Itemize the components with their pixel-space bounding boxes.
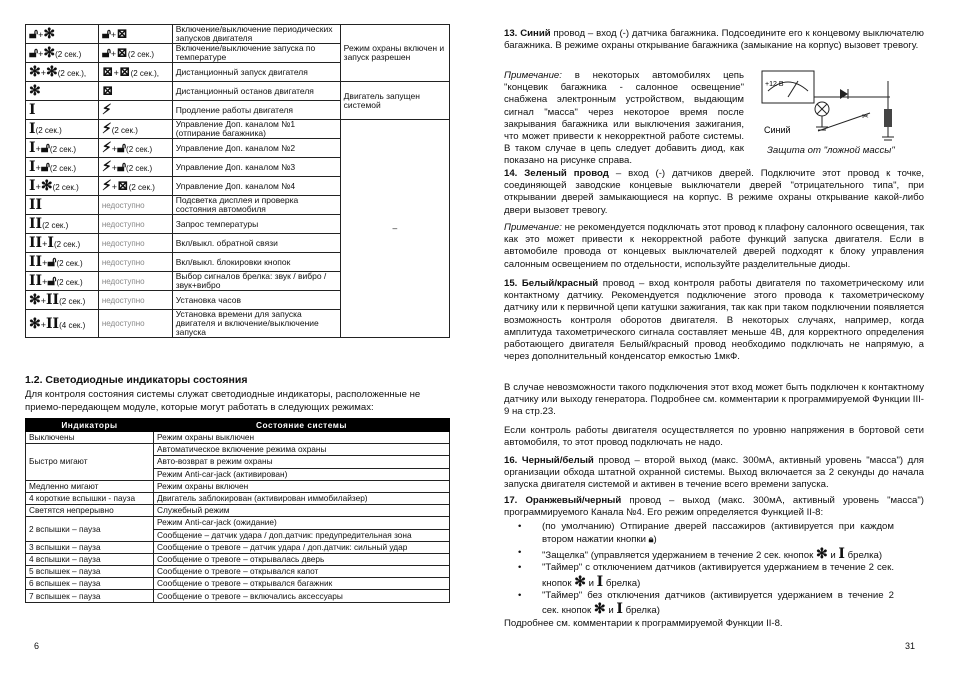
state-cell: Сообщение о тревоге – включались аксессуары	[154, 590, 450, 602]
status-icon-cell	[98, 196, 172, 215]
state-cell: Служебный режим	[154, 505, 450, 517]
button-one-icon: I	[29, 178, 36, 194]
page-number-left: 6	[34, 641, 40, 651]
status-duration: (2 сек.)	[127, 50, 155, 59]
status-icon-cell	[98, 291, 172, 310]
button-combo-cell: I+✻(2 сек.)	[26, 177, 99, 196]
lock-icon: 🔒︎	[648, 535, 654, 546]
function-description: Установка часов	[172, 291, 340, 310]
indicator-cell: Светятся непрерывно	[26, 505, 154, 517]
state-cell: Авто-возврат в режим охраны	[154, 456, 450, 468]
function-description: Управление Доп. каналом №4	[172, 177, 340, 196]
para-14: 14. Зеленый провод – вход (-) датчиков дверей. Подключите этот провод к точке, соединяющей заводские концевые выключатели дверей "отрицательного типа", при открывании дверей замыкающиеся на корпус. В режиме охраны открывание какой-либо двери вызовет тревогу.	[504, 168, 924, 216]
function-row	[26, 82, 450, 101]
button-combo-cell: II+🔓︎(2 сек.)	[26, 253, 99, 272]
function-description: Подсветка дисплея и проверка состояния автомобиля	[172, 196, 340, 215]
car-off-status-icon: ⊠	[101, 83, 114, 99]
bolt-status-icon: ⚡︎	[101, 121, 112, 137]
status-icon-cell: 🔓︎+⊠(2 сек.)	[98, 44, 172, 63]
status-icon-cell	[98, 234, 172, 253]
fig-blue-label: Синий	[764, 125, 791, 135]
lock-icon: 🔓︎	[40, 140, 50, 156]
button-two-icon: II	[29, 216, 43, 232]
para-17: 17. Оранжевый/черный провод – выход (макс. 300мА, активный уровень "масса") программируемого Канала №4. Его режим определяется Функцией II-8:	[504, 495, 924, 519]
button-one-icon: I	[47, 235, 54, 251]
indicator-row	[26, 492, 450, 504]
false-ground-diagram	[760, 69, 930, 157]
indicator-cell: 2 вспышки – пауза	[26, 517, 154, 541]
unlock-icon: 🔓︎	[47, 273, 57, 289]
state-cell: Сообщение о тревоге – открывался капот	[154, 566, 450, 578]
status-duration: недоступно	[101, 276, 145, 286]
status-icon-cell: ⚡︎+🔓︎(2 сек.)	[98, 158, 172, 177]
status-icon-cell	[98, 272, 172, 291]
lock-icon: 🔓︎	[29, 26, 39, 42]
indicator-cell: Выключены	[26, 432, 154, 444]
status-duration: (2 сек.),	[130, 69, 159, 78]
indicator-row	[26, 590, 450, 602]
lock-icon: 🔓︎	[29, 45, 39, 61]
section-paragraph: Для контроля состояния системы служат светодиодные индикаторы, расположенные не приемо-передающем модуле, которые могут работать в следующих режимах:	[25, 389, 421, 413]
lock-icon: 🔓︎	[47, 254, 57, 270]
para-15: 15. Белый/красный провод – вход контроля работы двигателя по тахометрическому или контактному датчику. Рекомендуется подключение этого провода к тахометрическому датчику или к первичной цепи катушки зажигания, так как при таком подключении появляется возможность контроля оборотов двигателя. В некоторых случаях, например, когда амплитуда тахометрического сигнала составляет меньше 4В, для корректного определения работающего двигателя Белый/красный провод необходимо подключать не напрямую, а через дополнительный конденсатор емкостью 1мкФ.	[504, 278, 924, 363]
state-cell: Сообщение о тревоге – датчик удара / доп.датчик: сильный удар	[154, 541, 450, 553]
button-combo-cell: ✻+II(2 сек.)	[26, 291, 99, 310]
function-description: Дистанционный останов двигателя	[172, 82, 340, 101]
status-duration: недоступно	[101, 238, 145, 248]
indicator-cell: 6 вспышек – пауза	[26, 578, 154, 590]
unlock-icon: 🔓︎	[40, 159, 50, 175]
button-one-icon: I	[838, 546, 845, 563]
bullet-item: • "Защелка" (управляется удержанием в течение 2 сек. кнопок ✻ и I брелка)	[504, 547, 894, 562]
flake-icon: ✻	[29, 315, 41, 332]
flake-icon: ✻	[43, 26, 56, 42]
bullet-item: • "Таймер" без отключения датчиков (активируется удержанием в течение 2 сек. кнопок ✻ и I брелка)	[504, 590, 894, 617]
button-combo-cell	[26, 215, 99, 234]
button-duration: (2 сек.)	[42, 221, 69, 230]
state-cell: Автоматическое включение режима охраны	[154, 444, 450, 456]
indicator-row	[26, 432, 450, 444]
function-description: Выбор сигналов брелка: звук / вибро / звук+вибро	[172, 272, 340, 291]
button-combo-cell	[26, 101, 99, 120]
flake-icon: ✻	[593, 601, 606, 618]
flake-icon: ✻	[29, 83, 41, 99]
function-description: Установка времени для запуска двигателя и включение/выключение запуска	[172, 310, 340, 338]
button-combo-cell: II+I(2 сек.)	[26, 234, 99, 253]
function-row	[26, 25, 450, 44]
indicator-cell: 4 вспышки – пауза	[26, 553, 154, 565]
state-cell: Сообщение о тревоге – открывалась дверь	[154, 553, 450, 565]
bolt-status-icon: ⚡︎	[101, 159, 112, 175]
function-row	[26, 120, 450, 139]
mode-none: –	[340, 120, 449, 338]
button-combo-cell: 🔓︎+✻	[26, 25, 99, 44]
indicator-row	[26, 444, 450, 456]
button-duration: (2 сек.)	[59, 297, 86, 306]
indicator-cell: 4 короткие вспышки - пауза	[26, 492, 154, 504]
function-description: Запрос температуры	[172, 215, 340, 234]
indicator-row	[26, 517, 450, 529]
button-combo-cell: I+🔓︎(2 сек.)	[26, 158, 99, 177]
bullet-list	[504, 521, 894, 617]
car-off-status-icon: ⊠	[101, 64, 114, 80]
function-description: Управление Доп. каналом №3	[172, 158, 340, 177]
state-cell: Режим охраны выключен	[154, 432, 450, 444]
flake-icon: ✻	[43, 45, 56, 61]
status-icon-cell	[98, 215, 172, 234]
button-two-icon: II	[46, 292, 60, 308]
button-one-icon: I	[29, 140, 36, 156]
indicator-table	[25, 418, 450, 603]
section-title: 1.2. Светодиодные индикаторы состояния	[25, 374, 248, 386]
function-description: Включение/выключение периодических запусков двигателя	[172, 25, 340, 44]
button-combo-cell	[26, 82, 99, 101]
function-description: Дистанционный запуск двигателя	[172, 63, 340, 82]
state-cell: Двигатель заблокирован (активирован иммобилайзер)	[154, 492, 450, 504]
button-combo-cell: ✻+II(4 сек.)	[26, 310, 99, 338]
status-icon-cell: 🔓︎+⊠	[98, 25, 172, 44]
button-duration: (2 сек.)	[53, 240, 81, 249]
status-icon-cell	[98, 120, 172, 139]
flake-icon: ✻	[29, 292, 41, 308]
note-2: Примечание: не рекомендуется подключать этот провод к плафону салонного освещения, так как это может привести к некорректной работе функций запуска двигателя. Если в автомобиле провода от концевых выключателей дверей подходят к блоку управления салонным освещением по отдельности, используйте разделительные диоды.	[504, 222, 925, 270]
button-one-icon: I	[596, 573, 604, 590]
button-duration: (2 сек.)	[35, 126, 62, 135]
para-13: 13. Синий провод – вход (-) датчика багажника. Подсоедините его к концевому выключателю багажника. В режиме охраны открывание багажника (замыкание на корпус) вызовет тревогу.	[504, 28, 924, 52]
button-duration: (2 сек.)	[56, 259, 83, 268]
function-table	[25, 24, 450, 338]
status-icon-cell	[98, 253, 172, 272]
button-combo-cell	[26, 120, 99, 139]
indicator-header: Индикаторы	[26, 419, 154, 432]
status-icon-cell	[98, 310, 172, 338]
unlock-status-icon: 🔓︎	[116, 140, 127, 156]
function-description: Управление Доп. каналом №1 (отпирание багажника)	[172, 120, 340, 139]
button-combo-cell: II+🔓︎(2 сек.)	[26, 272, 99, 291]
indicator-cell: Медленно мигают	[26, 480, 154, 492]
button-combo-cell: 🔓︎+✻(2 сек.)	[26, 44, 99, 63]
indicator-row	[26, 480, 450, 492]
button-two-icon: II	[29, 197, 43, 213]
flake-icon: ✻	[29, 64, 41, 80]
para-16: 16. Черный/белый провод – второй выход (макс. 300мА, активный уровень "масса") для организации обхода штатной охранной системы. Выход включается за 2 секунды до начала запуска двигателя системой и активен в течение всего времени запуска.	[504, 455, 925, 491]
status-icon-cell: ⚡︎+⊠(2 сек.)	[98, 177, 172, 196]
button-duration: (2 сек.)	[52, 183, 79, 192]
figure-caption: Защита от "ложной массы"	[767, 145, 895, 156]
indicator-cell: Быстро мигают	[26, 444, 154, 481]
status-duration: (2 сек.)	[126, 145, 153, 154]
status-duration: недоступно	[101, 319, 145, 328]
indicator-row	[26, 578, 450, 590]
state-cell: Сообщение о тревоге – открывался багажник	[154, 578, 450, 590]
unlock-status-icon: 🔓︎	[101, 26, 111, 42]
car-off-status-icon: ⊠	[118, 64, 131, 80]
button-duration: (2 сек.)	[56, 278, 83, 287]
status-duration: (2 сек.)	[128, 183, 155, 192]
button-combo-cell: ✻+✻(2 сек.),	[26, 63, 99, 82]
bullet-item: • "Таймер" с отключением датчиков (активируется удержанием в течение 2 сек. кнопок ✻ и I брелка)	[504, 562, 894, 589]
status-duration: (2 сек.)	[126, 164, 153, 173]
flake-icon: ✻	[40, 178, 53, 194]
state-header: Состояние системы	[154, 419, 450, 432]
para-15b: В случае невозможности такого подключения этот вход может быть подключен к контактному датчику или выходу генератора. Подробнее см. комментарии к программируемой Функции III-9 на стр.23.	[504, 382, 924, 418]
button-one-icon: I	[29, 159, 36, 175]
state-cell: Режим Anti-car-jack (ожидание)	[154, 517, 450, 529]
button-one-icon: I	[616, 601, 623, 618]
button-two-icon: II	[29, 273, 43, 289]
button-two-icon: II	[29, 254, 43, 270]
function-description: Вкл/выкл. блокировки кнопок	[172, 253, 340, 272]
page-number-right: 31	[905, 641, 916, 651]
flake-icon: ✻	[574, 573, 586, 590]
trunk-switch-icon	[884, 109, 892, 127]
bolt-status-icon: ⚡︎	[101, 102, 112, 118]
car-off-status-icon: ⊠	[116, 45, 128, 61]
status-duration: недоступно	[101, 200, 145, 210]
indicator-row	[26, 566, 450, 578]
button-combo-cell	[26, 196, 99, 215]
button-combo-cell: I+🔓︎(2 сек.)	[26, 139, 99, 158]
state-cell: Режим охраны включен	[154, 480, 450, 492]
unlock-status-icon: 🔓︎	[116, 159, 127, 175]
status-icon-cell: ⚡︎+🔓︎(2 сек.)	[98, 139, 172, 158]
state-cell: Режим Anti-car-jack (активирован)	[154, 468, 450, 480]
button-duration: (2 сек.),	[57, 69, 87, 78]
bolt-status-icon: ⚡︎	[101, 178, 112, 194]
status-duration: недоступно	[101, 295, 145, 305]
status-duration: недоступно	[101, 219, 145, 229]
button-one-icon: I	[29, 121, 36, 137]
flake-icon: ✻	[815, 546, 828, 563]
button-two-icon: II	[29, 235, 43, 251]
para-final: Подробнее см. комментарии к программируемой Функции II-8.	[504, 618, 783, 629]
state-cell: Сообщение – датчик удара / доп.датчик: предупредительная зона	[154, 529, 450, 541]
status-icon-cell	[98, 101, 172, 120]
function-description: Управление Доп. каналом №2	[172, 139, 340, 158]
mode-engine-running: Двигатель запущен системой	[340, 82, 449, 120]
para-15c: Если контроль работы двигателя осуществляется по уровню напряжения в бортовой сети автомобиля, то этот провод подключать не надо.	[504, 425, 924, 449]
flake-icon: ✻	[46, 64, 58, 80]
button-duration: (2 сек.)	[49, 145, 77, 154]
indicator-cell: 5 вспышек – пауза	[26, 566, 154, 578]
indicator-cell: 7 вспышек – пауза	[26, 590, 154, 602]
button-one-icon: I	[29, 102, 36, 118]
button-duration: (4 сек.)	[59, 320, 86, 330]
car-off-status-icon: ⊠	[116, 26, 128, 42]
indicator-cell: 3 вспышки – пауза	[26, 541, 154, 553]
car-off-status-icon: ⊠	[116, 178, 129, 194]
function-description: Включение/выключение запуска по температуре	[172, 44, 340, 63]
button-two-icon: II	[46, 315, 60, 332]
unlock-status-icon: 🔓︎	[101, 45, 111, 61]
status-duration: (2 сек.)	[111, 126, 138, 135]
status-icon-cell: ⊠+⊠(2 сек.),	[98, 63, 172, 82]
status-icon-cell	[98, 82, 172, 101]
button-duration: (2 сек.)	[55, 50, 82, 59]
button-duration: (2 сек.)	[49, 164, 77, 173]
bullet-item: • (по умолчанию) Отпирание дверей пассажиров (активируется при каждом втором нажатии кнопки 🔒︎)	[504, 521, 894, 547]
fig-12v-label: +12 В	[765, 81, 784, 88]
svg-text:✂: ✂	[862, 112, 869, 121]
indicator-row	[26, 505, 450, 517]
note-1: Примечание: в некоторых автомобилях цепь "концевик багажника - салонное освещение" снабжена электронным устройством, выдающим сигнал "масса" через некоторое время после закрывания багажника или выключения зажигания, что может привести к некорректной работе системы. В таком случае в цепь следует добавить диод, как показано на рисунке справа.	[504, 70, 744, 167]
indicator-row	[26, 541, 450, 553]
bolt-status-icon: ⚡︎	[101, 140, 112, 156]
status-duration: недоступно	[101, 257, 145, 267]
indicator-row	[26, 553, 450, 565]
mode-armed: Режим охраны включен и запуск разрешен	[340, 25, 449, 82]
function-description: Вкл/выкл. обратной связи	[172, 234, 340, 253]
function-description: Продление работы двигателя	[172, 101, 340, 120]
